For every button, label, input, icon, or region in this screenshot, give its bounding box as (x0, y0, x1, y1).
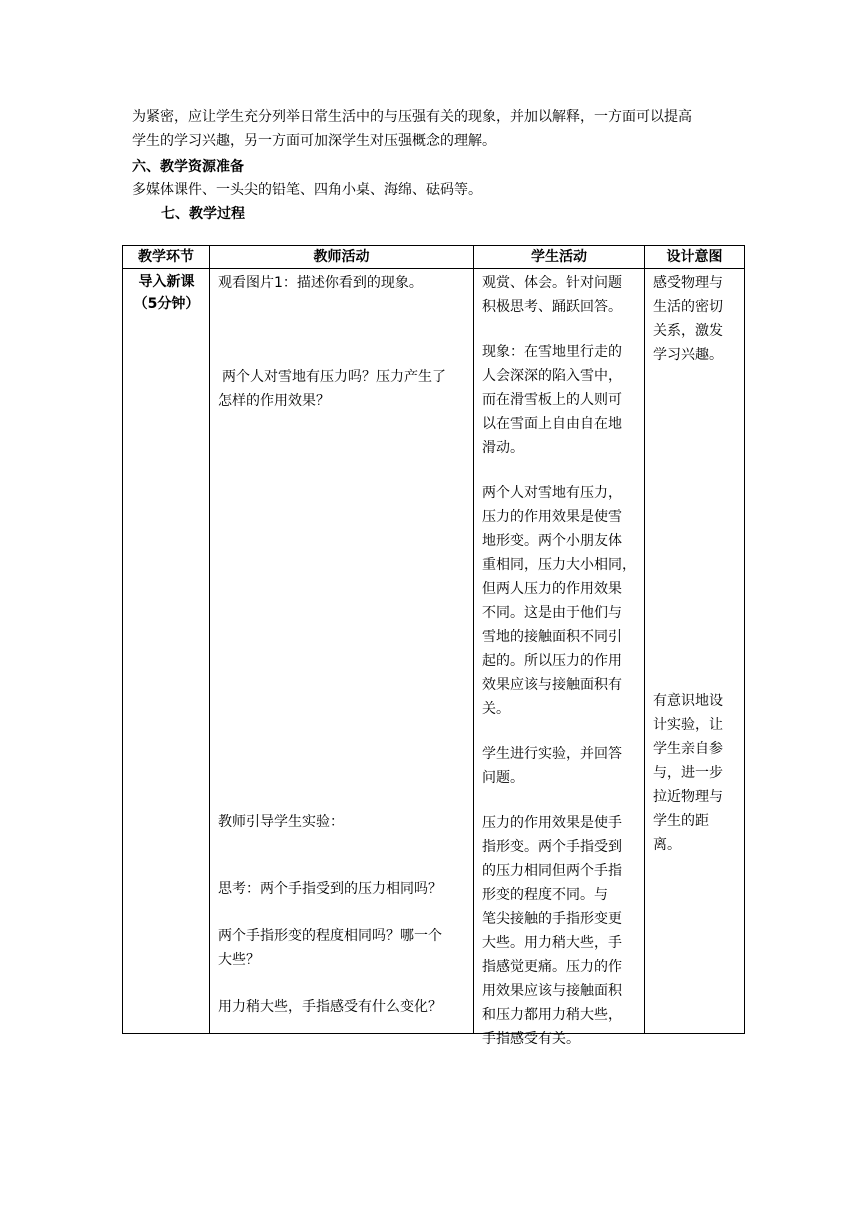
student-line: 重相同，压力大小相同， (482, 557, 636, 573)
student-line: 用效果应该与接触面积 (482, 983, 622, 999)
student-line: 和压力都用力稍大些， (482, 1007, 622, 1023)
student-line: 笔尖接触的手指形变更 (482, 911, 622, 927)
stage-label (123, 271, 210, 315)
student-text (474, 269, 644, 1047)
design-line: 有意识地设 (653, 693, 723, 709)
design-line: 生活的密切 (653, 299, 723, 315)
student-line: 而在滑雪板上的人则可 (482, 392, 622, 408)
teacher-line: 怎样的作用效果？ (218, 393, 330, 409)
student-line: 人会深深的陷入雪中， (482, 368, 622, 384)
design-line: 计实验，让 (653, 717, 723, 733)
student-line: 大些。用力稍大些，手 (482, 935, 622, 951)
design-line: 学习兴趣。 (653, 347, 723, 363)
student-line: 的压力相同但两个手指 (482, 863, 622, 879)
design-line: 拉近物理与 (653, 789, 723, 805)
teacher-line: 用力稍大些，手指感受有什么变化？ (218, 999, 442, 1015)
student-line: 积极思考、踊跃回答。 (482, 299, 622, 315)
design-line: 学生亲自参 (653, 741, 723, 757)
section-7-heading: 七、教学过程 (161, 206, 245, 222)
design-line: 关系，激发 (653, 323, 723, 339)
student-line: 起的。所以压力的作用 (482, 653, 622, 669)
student-line: 压力的作用效果是使手 (482, 815, 622, 831)
student-line: 观赏、体会。针对问题 (482, 275, 622, 291)
student-line: 但两人压力的作用效果 (482, 581, 622, 597)
student-line: 地形变。两个小朋友体 (482, 533, 622, 549)
stage-cell (123, 269, 210, 1034)
design-line: 与，进一步 (653, 765, 723, 781)
header-stage: 教学环节 (123, 246, 210, 269)
design-line: 学生的距 (653, 813, 709, 829)
header-student: 学生活动 (474, 246, 645, 269)
teacher-line: 教师引导学生实验： (218, 814, 344, 830)
section-6-text: 多媒体课件、一头尖的铅笔、四角小桌、海绵、砝码等。 (132, 182, 482, 198)
teacher-line: 两个人对雪地有压力吗？压力产生了 (222, 369, 446, 385)
student-cell (474, 269, 645, 1047)
student-line: 指形变。两个手指受到 (482, 839, 622, 855)
student-line: 滑动。 (482, 440, 524, 456)
student-line: 压力的作用效果是使雪 (482, 509, 622, 525)
teacher-cell (210, 269, 474, 1034)
teaching-process-table (122, 245, 745, 1047)
header-design: 设计意图 (645, 246, 745, 269)
student-line: 两个人对雪地有压力， (482, 485, 622, 501)
student-line: 问题。 (482, 770, 524, 786)
student-line: 以在雪面上自由自在地 (482, 416, 622, 432)
teacher-line: 两个手指形变的程度相同吗？哪一个 (218, 928, 442, 944)
student-line: 效果应该与接触面积有 (482, 677, 622, 693)
intro-line-2: 学生的学习兴趣，另一方面可加深学生对压强概念的理解。 (132, 133, 496, 149)
student-line: 学生进行实验，并回答 (482, 746, 622, 762)
design-line: 离。 (653, 837, 681, 853)
student-line: 关。 (482, 701, 510, 717)
design-cell (645, 269, 745, 1034)
stage-time: （5分钟） (133, 296, 200, 312)
intro-line-1: 为紧密，应让学生充分列举日常生活中的与压强有关的现象，并加以解释，一方面可以提高 (132, 109, 692, 125)
header-teacher: 教师活动 (210, 246, 474, 269)
stage-name: 导入新课 (138, 274, 195, 290)
student-line: 形变的程度不同。与 (482, 887, 608, 903)
teacher-line: 思考：两个手指受到的压力相同吗？ (218, 881, 442, 897)
student-line: 不同。这是由于他们与 (482, 605, 622, 621)
design-text (645, 269, 744, 1033)
teacher-line: 大些？ (218, 952, 260, 968)
table-header-row (123, 246, 745, 269)
table-row (123, 269, 745, 1034)
student-line: 雪地的接触面积不同引 (482, 629, 622, 645)
student-line: 指感觉更痛。压力的作 (482, 959, 622, 975)
design-line: 感受物理与 (653, 275, 723, 291)
section-6-heading: 六、教学资源准备 (132, 159, 244, 175)
teacher-line: 观看图片1：描述你看到的现象。 (218, 275, 423, 291)
student-line: 手指感受有关。 (482, 1031, 580, 1047)
student-line: 现象：在雪地里行走的 (482, 344, 622, 360)
